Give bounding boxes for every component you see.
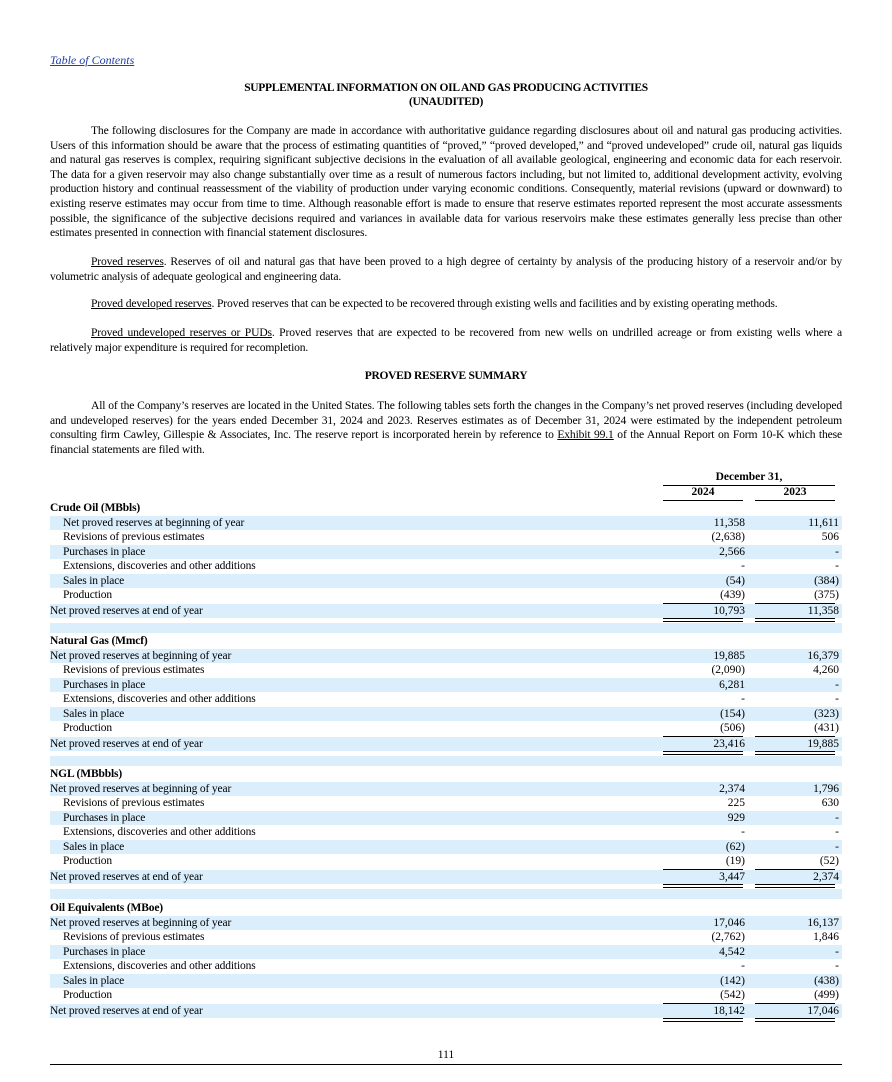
row-label: Extensions, discoveries and other additions [63,693,256,706]
value-2024: (439) [720,589,745,601]
value-2023: (384) [814,574,839,587]
total-double-rule-top [755,1018,835,1019]
value-2024: 17,046 [713,917,745,929]
section-title: Natural Gas (Mmcf) [50,635,148,647]
row-label: Net proved reserves at beginning of year [50,917,232,929]
value-2023: (438) [814,974,839,987]
table-row [50,945,842,959]
table-row [50,559,842,573]
row-label: Sales in place [63,707,125,720]
row-label: Net proved reserves at beginning of year [50,783,232,795]
row-label: Net proved reserves at beginning of year [50,650,232,662]
summary-paragraph: All of the Company’s reserves are located in the United States. The following tables sets forth the changes in the Company’s net proved reserves (including developed and undeveloped reserves) for the years ended December 31, 2024 and 2023. Reserves estimates as of December 31, 2024 were estimated by the independent petroleum consulting firm Cawley, Gillespie & Associates, Inc. The reserve report is incorporated herein by reference to Exhibit 99.1 of the Annual Report on Form 10-K which these financial statements are filed with. [50,399,842,456]
year-header-2023: 2023 [783,486,807,498]
table-row [50,974,842,988]
section-spacer [50,889,842,899]
value-2023: 506 [821,531,839,544]
total-double-rule-top [755,884,835,885]
section-title: NGL (MBbbls) [50,768,123,780]
value-2024: (154) [720,707,745,720]
table-row [50,782,842,796]
total-double-rule-bottom [755,1021,835,1022]
row-label: Purchases in place [63,678,146,691]
value-2024: 18,142 [713,1004,745,1017]
total-double-rule-bottom [755,754,835,755]
value-2024: 225 [727,797,745,810]
row-label: Sales in place [63,840,125,853]
value-2023: 1,796 [813,783,839,795]
total-double-rule-top [663,618,743,619]
term-proved-undeveloped: Proved undeveloped reserves or PUDs [91,326,272,339]
row-label: Extensions, discoveries and other additions [63,960,256,973]
value-2023: - [835,560,839,573]
value-2023: - [835,545,839,558]
row-label: Extensions, discoveries and other additions [63,826,256,839]
value-2024: - [741,560,745,573]
value-2023: 1,846 [813,931,839,944]
value-2023: - [835,960,839,973]
total-double-rule-bottom [663,621,743,622]
row-label: Revisions of previous estimates [63,797,205,810]
value-2024: 2,374 [719,783,745,795]
definition-proved-reserves: Proved reserves. Reserves of oil and natural gas that have been proved to a high degree of certainty by analysis of the producing history of a reservoir and/or by volumetric analysis of adequate geological and engineering data. [50,255,842,283]
value-2024: (542) [720,989,745,1001]
row-label: Production [63,589,112,601]
table-row [50,737,842,751]
summary-heading: PROVED RESERVE SUMMARY [364,370,528,382]
section-title-row [50,634,842,648]
page-title: SUPPLEMENTAL INFORMATION ON OIL AND GAS PRODUCING ACTIVITIES [244,82,648,94]
value-2023: (375) [814,589,839,601]
subtotal-rule [755,603,835,604]
page-subtitle: (UNAUDITED) [408,96,483,108]
value-2024: 23,416 [713,737,745,750]
section-title: Crude Oil (MBbls) [50,502,141,514]
value-2024: (54) [725,574,745,587]
table-row [50,574,842,588]
row-label: Production [63,989,112,1001]
table-row [50,545,842,559]
total-double-rule-bottom [755,621,835,622]
definition-proved-developed: Proved developed reserves. Proved reserves that can be expected to be recovered through existing wells and facilities and by existing operating methods. [91,297,778,310]
value-2024: - [741,960,745,973]
table-row [50,663,842,677]
intro-paragraph: The following disclosures for the Company are made in accordance with authoritative guidance regarding disclosures about oil and natural gas producing activities. Users of this information should be aware that the process of estimating quantities of “proved,” “proved developed,” and “proved undeveloped” crude oil, natural gas liquids and natural gas reserves is complex, requiring significant subjective decisions in the evaluation of all available geological, engineering and economic data for each reservoir. The data for a given reservoir may also change substantially over time as a result of numerous factors including, but not limited to, additional development activity, evolving production history and continual reassessment of the viability of production under varying economic conditions. Consequently, material revisions (upward or downward) to existing reserve estimates may occur from time to time. Although reasonable effort is made to ensure that reserve estimates reported represent the most accurate assessments possible, the significance of the subjective decisions required and variances in available data for various reservoirs make these estimates generally less precise than other estimates presented in connection with financial statement disclosures. [50,124,842,240]
value-2024: 11,358 [713,517,745,529]
term-proved-developed: Proved developed reserves [91,297,212,310]
subtotal-rule [663,1003,743,1004]
table-of-contents-link[interactable]: Table of Contents [50,53,135,67]
row-label: Revisions of previous estimates [63,531,205,544]
value-2024: (62) [725,840,745,853]
table-row [50,825,842,839]
value-2024: - [741,693,745,706]
subtotal-rule [755,869,835,870]
value-2023: (499) [814,989,839,1001]
subtotal-rule [663,603,743,604]
total-double-rule-bottom [755,887,835,888]
value-2024: 10,793 [713,604,745,617]
value-2023: 16,137 [807,917,839,929]
value-2024: 6,281 [719,678,745,691]
total-double-rule-bottom [663,1021,743,1022]
value-2023: 11,611 [808,517,839,529]
table-row [50,692,842,706]
table-row [50,840,842,854]
table-row [50,959,842,973]
table-row [50,530,842,544]
footer-rule [50,1064,842,1065]
value-2024: 929 [727,811,745,824]
row-label: Net proved reserves at end of year [50,737,203,750]
row-label: Sales in place [63,974,125,987]
value-2023: - [835,945,839,958]
value-2023: 16,379 [807,650,839,662]
total-double-rule-bottom [663,887,743,888]
value-2024: 19,885 [713,650,745,662]
table-row [50,811,842,825]
period-header: December 31, [715,471,783,483]
value-2024: (2,638) [711,531,745,544]
row-label: Purchases in place [63,545,146,558]
value-2023: (431) [814,722,839,734]
exhibit-link[interactable]: Exhibit 99.1 [557,428,614,442]
value-2023: 19,885 [807,737,839,750]
total-double-rule-top [755,618,835,619]
table-row [50,588,842,602]
row-label: Net proved reserves at end of year [50,870,203,883]
value-2023: 4,260 [813,664,839,677]
section-title-row [50,767,842,781]
row-label: Production [63,722,112,734]
value-2023: - [835,678,839,691]
row-label: Purchases in place [63,811,146,824]
table-row [50,649,842,663]
value-2023: (323) [814,707,839,720]
section-title-row [50,501,842,515]
row-label: Net proved reserves at beginning of year [63,517,245,529]
total-double-rule-bottom [663,754,743,755]
table-row [50,721,842,735]
value-2024: (19) [725,855,745,867]
table-row [50,870,842,884]
table-row [50,678,842,692]
table-row [50,516,842,530]
subtotal-rule [755,1003,835,1004]
section-title: Oil Equivalents (MBoe) [50,902,163,914]
term-proved-reserves: Proved reserves [91,255,164,268]
value-2023: - [835,826,839,839]
total-double-rule-top [663,884,743,885]
table-row [50,1004,842,1018]
section-spacer [50,623,842,633]
value-2023: 11,358 [807,604,839,617]
table-row [50,930,842,944]
subtotal-rule [755,736,835,737]
row-label: Net proved reserves at end of year [50,604,203,617]
total-double-rule-top [755,751,835,752]
table-row [50,854,842,868]
year-header-2024: 2024 [691,486,715,498]
value-2024: - [741,826,745,839]
value-2024: 3,447 [719,870,745,883]
table-row [50,988,842,1002]
value-2023: - [835,840,839,853]
value-2023: (52) [819,855,839,867]
table-row [50,707,842,721]
value-2023: 17,046 [807,1004,839,1017]
definition-proved-undeveloped: Proved undeveloped reserves or PUDs. Proved reserves that are expected to be recovered from new wells on undrilled acreage or from existing wells where a relatively major expenditure is required for recompletion. [50,326,842,354]
value-2024: 2,566 [719,545,745,558]
value-2024: (2,090) [711,664,745,677]
value-2023: 630 [821,797,839,810]
section-spacer [50,756,842,766]
value-2023: - [835,811,839,824]
value-2024: (506) [720,722,745,734]
row-label: Revisions of previous estimates [63,664,205,677]
value-2024: (2,762) [711,931,745,944]
subtotal-rule [663,736,743,737]
value-2023: 2,374 [813,870,839,883]
section-title-row [50,901,842,915]
value-2024: (142) [720,974,745,987]
row-label: Sales in place [63,574,125,587]
total-double-rule-top [663,1018,743,1019]
table-row [50,916,842,930]
value-2024: 4,542 [719,945,745,958]
row-label: Revisions of previous estimates [63,931,205,944]
subtotal-rule [663,869,743,870]
row-label: Purchases in place [63,945,146,958]
row-label: Production [63,855,112,867]
value-2023: - [835,693,839,706]
table-row [50,604,842,618]
table-row [50,796,842,810]
row-label: Net proved reserves at end of year [50,1004,203,1017]
row-label: Extensions, discoveries and other additions [63,560,256,573]
total-double-rule-top [663,751,743,752]
page-number: 111 [437,1049,455,1061]
